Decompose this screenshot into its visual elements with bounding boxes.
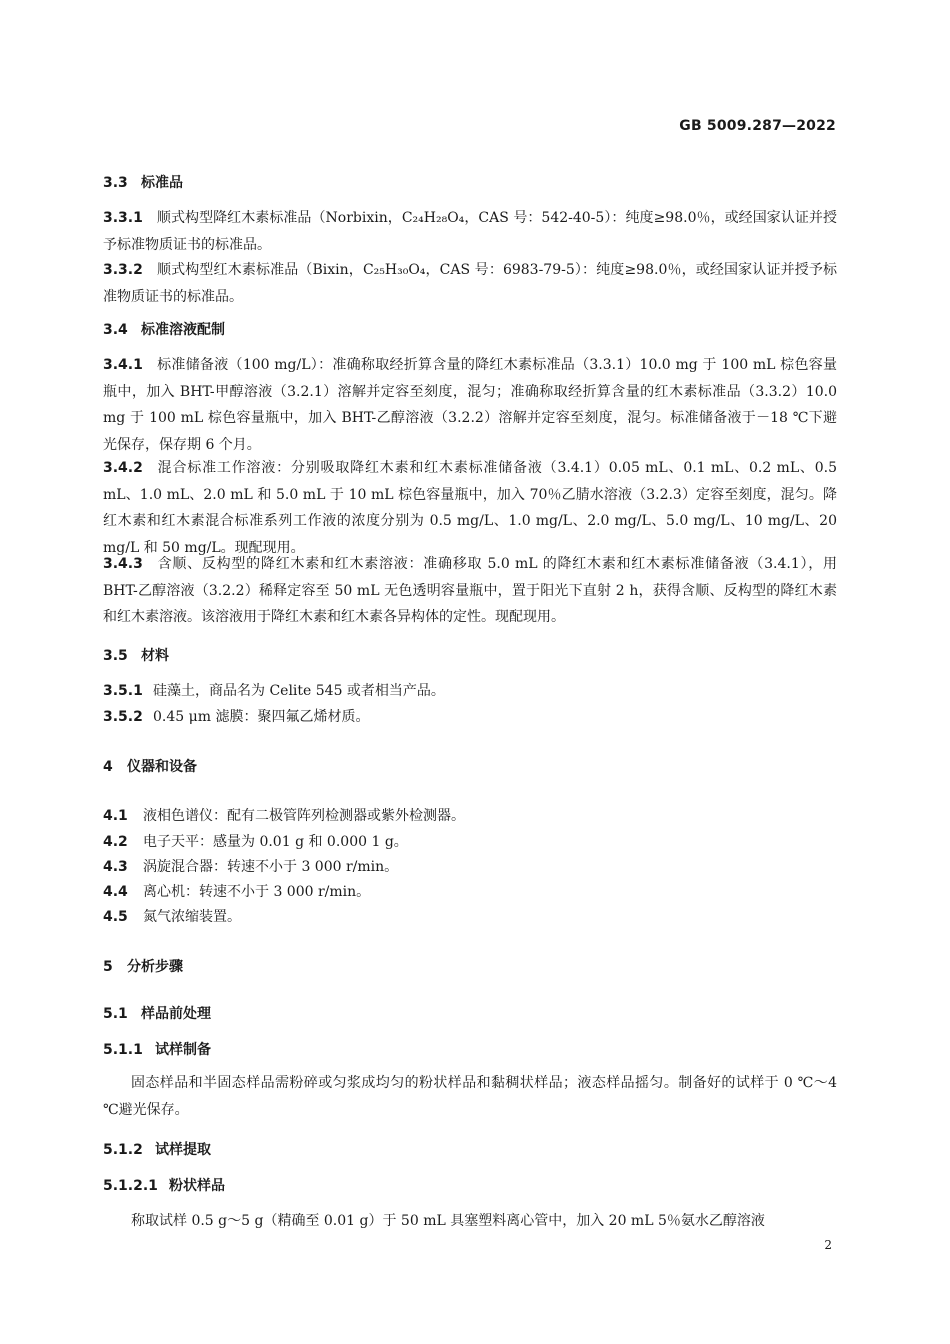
section-number: 5 [103,959,113,975]
paragraph-3-4-2 [103,455,837,561]
section-number: 5.1 [103,1006,128,1022]
clause-number: 4.5 [103,909,128,925]
item-4-2 [103,831,408,851]
document-standard-number: GB 5009.287—2022 [679,118,836,134]
paragraph-3-5-2 [103,706,369,726]
heading-5-1 [103,1003,211,1023]
clause-number: 3.5.2 [103,709,143,725]
section-number: 5.1.1 [103,1042,143,1058]
clause-number: 3.5.1 [103,683,143,699]
paragraph-3-3-2 [103,257,837,310]
section-number: 4 [103,759,113,775]
item-4-5 [103,906,241,926]
clause-text: 混合标准工作溶液：分别吸取降红木素和红木素标准储备液（3.4.1）0.05 mL、0.1 mL、0.2 mL、0.5 mL、1.0 mL、2.0 mL 和 5.0 mL 于 10 mL 棕色容量瓶中，加入 70％乙腈水溶液（3.2.3）定容至刻度，混匀。降红木素和红木素混合标准系列工作液的浓度分别为 0.5 mg/L、1.0 mg/L、2.0 mg/L、5.0 mg/L、10 mg/L、20 mg/L 和 50 mg/L。现配现用。 [103,460,837,556]
clause-text: 硅藻土，商品名为 Celite 545 或者相当产品。 [153,683,445,699]
heading-5-1-2-1 [103,1175,225,1195]
heading-4 [103,756,197,776]
section-number: 5.1.2 [103,1142,143,1158]
section-title: 试样制备 [155,1042,211,1058]
heading-3-4 [103,319,225,339]
clause-text: 含顺、反构型的降红木素和红木素溶液：准确移取 5.0 mL 的降红木素和红木素标准储备液（3.4.1），用 BHT-乙醇溶液（3.2.2）稀释定容至 50 mL 无色透明容量瓶中，置于阳光下直射 2 h，获得含顺、反构型的降红木素和红木素溶液。该溶液用于降红木素和红木素各异构体的定性。现配现用。 [103,556,837,625]
section-number: 3.3 [103,175,128,191]
clause-number: 4.4 [103,884,128,900]
paragraph-3-5-1 [103,680,445,700]
clause-number: 4.2 [103,834,128,850]
clause-text: 电子天平：感量为 0.01 g 和 0.000 1 g。 [143,834,408,850]
section-title: 标准溶液配制 [141,322,225,338]
clause-number: 3.4.3 [103,556,143,572]
clause-text: 0.45 μm 滤膜：聚四氟乙烯材质。 [153,709,370,725]
clause-number: 4.1 [103,808,128,824]
clause-number: 3.4.2 [103,460,143,476]
paragraph-5-1-1 [103,1070,837,1123]
heading-5-1-2 [103,1139,211,1159]
clause-text: 顺式构型红木素标准品（Bixin，C₂₅H₃₀O₄，CAS 号：6983-79-5）：纯度≥98.0％，或经国家认证并授予标准物质证书的标准品。 [103,262,837,305]
paragraph-text: 固态样品和半固态样品需粉碎或匀浆成均匀的粉状样品和黏稠状样品；液态样品摇匀。制备好的试样于 0 ℃～4 ℃避光保存。 [103,1075,837,1118]
section-title: 标准品 [141,175,183,191]
page-number: 2 [824,1238,832,1252]
clause-text: 液相色谱仪：配有二极管阵列检测器或紫外检测器。 [143,808,465,824]
paragraph-3-3-1 [103,205,837,258]
clause-text: 离心机：转速不小于 3 000 r/min。 [143,884,371,900]
clause-text: 标准储备液（100 mg/L）：准确称取经折算含量的降红木素标准品（3.3.1）10.0 mg 于 100 mL 棕色容量瓶中，加入 BHT-甲醇溶液（3.2.1）溶解并定容至刻度，混匀；准确称取经折算含量的红木素标准品（3.3.2）10.0 mg 于 100 mL 棕色容量瓶中，加入 BHT-乙醇溶液（3.2.2）溶解并定容至刻度，混匀。标准储备液于－18 ℃下避光保存，保存期 6 个月。 [103,357,837,453]
heading-3-5 [103,645,169,665]
item-4-4 [103,881,370,901]
section-title: 仪器和设备 [127,759,197,775]
heading-3-3 [103,172,183,192]
paragraph-text: 称取试样 0.5 g～5 g（精确至 0.01 g）于 50 mL 具塞塑料离心管中，加入 20 mL 5％氨水乙醇溶液 [131,1213,765,1229]
section-title: 材料 [141,648,169,664]
section-title: 分析步骤 [127,959,183,975]
clause-number: 3.3.2 [103,262,143,278]
item-4-3 [103,856,398,876]
section-title: 试样提取 [155,1142,211,1158]
section-number: 5.1.2.1 [103,1178,158,1194]
item-4-1 [103,805,465,825]
heading-5 [103,956,183,976]
clause-text: 顺式构型降红木素标准品（Norbixin，C₂₄H₂₈O₄，CAS 号：542-40-5）：纯度≥98.0％，或经国家认证并授予标准物质证书的标准品。 [103,210,837,253]
clause-text: 氮气浓缩装置。 [143,909,241,925]
clause-number: 3.4.1 [103,357,143,373]
section-title: 样品前处理 [141,1006,211,1022]
heading-5-1-1 [103,1039,211,1059]
section-number: 3.4 [103,322,128,338]
clause-number: 3.3.1 [103,210,143,226]
paragraph-3-4-1 [103,352,837,458]
paragraph-3-4-3 [103,551,837,631]
section-number: 3.5 [103,648,128,664]
paragraph-5-1-2-1 [103,1208,837,1235]
section-title: 粉状样品 [169,1178,225,1194]
clause-number: 4.3 [103,859,128,875]
clause-text: 涡旋混合器：转速不小于 3 000 r/min。 [143,859,399,875]
